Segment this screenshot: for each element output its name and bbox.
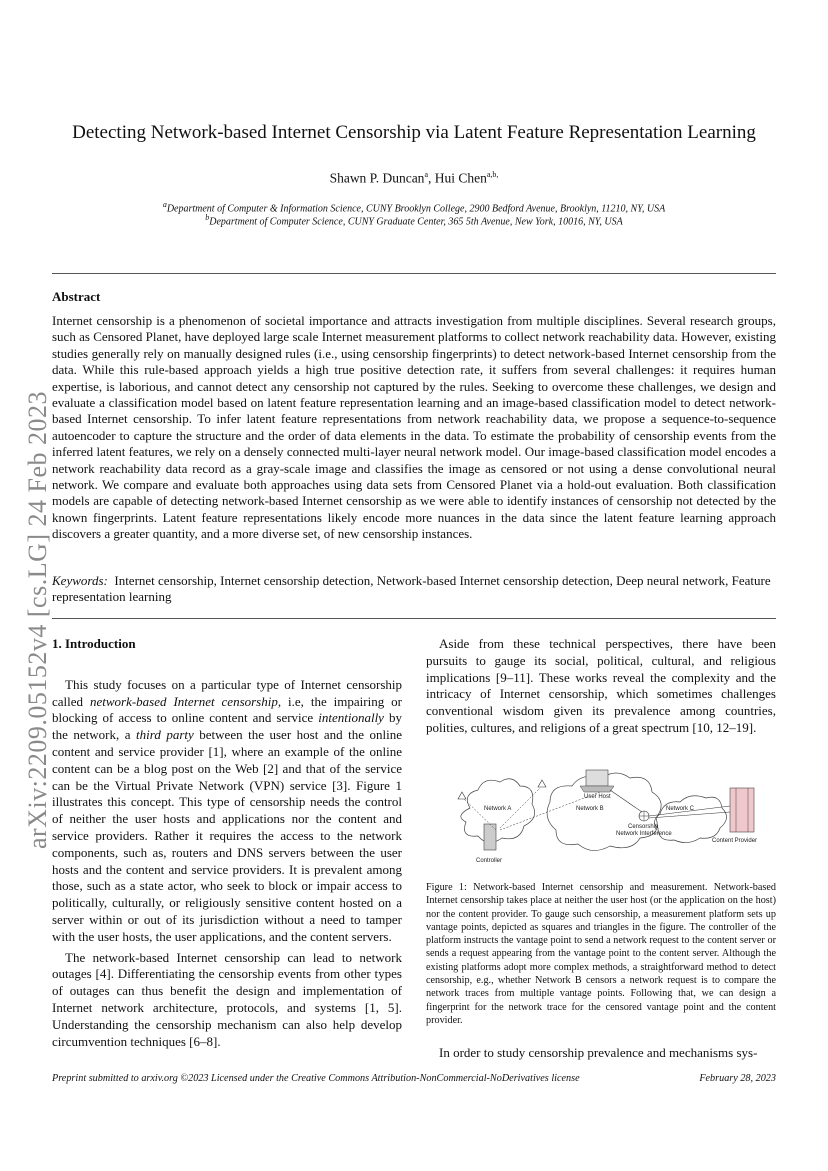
footer-license: Preprint submitted to arxiv.org ©2023 Licensed under the Creative Commons Attribution-NonCommercial-NoDerivatives license — [52, 1073, 580, 1084]
abstract-heading: Abstract — [52, 289, 101, 304]
affil-text: Department of Computer Science, CUNY Graduate Center, 365 5th Avenue, New York, 10016, NY, USA — [209, 216, 623, 228]
controller-label: Controller — [476, 858, 503, 864]
author-affil-mark: a — [424, 170, 428, 179]
network-b-label: Network B — [576, 806, 604, 812]
vantage-point-triangle — [538, 780, 546, 787]
user-host-icon — [586, 770, 608, 786]
interference-label: Network Interference — [616, 831, 672, 837]
affiliation-b — [40, 213, 788, 227]
arxiv-identifier-text: arXiv:2209.05152v4 [cs.LG] 24 Feb 2023 — [23, 390, 52, 850]
divider — [52, 618, 776, 619]
paper-title: Detecting Network-based Internet Censorship via Latent Feature Representation Learning — [72, 122, 756, 143]
user-host-label: User Host — [584, 794, 611, 800]
author-name: Shawn P. Duncan — [329, 170, 425, 186]
content-provider-icon — [730, 788, 754, 832]
censorship-label: Censorship — [628, 824, 659, 830]
keywords-text: Internet censorship, Internet censorship detection, Network-based Internet censorship detection, Deep neural network, Feature representation learning — [52, 573, 771, 605]
section-heading: 1. Introduction — [52, 636, 136, 651]
left-column — [52, 636, 402, 1054]
author-name: Hui Chen — [434, 170, 487, 186]
right-column — [426, 636, 776, 741]
affil-text: Department of Computer & Information Science, CUNY Brooklyn College, 2900 Bedford Avenue, Brooklyn, 11210, NY, USA — [166, 203, 666, 215]
paragraph: Aside from these technical perspectives, there have been pursuits to gauge its social, political, cultural, and religious implications [9–11]. These works reveal the complexity and the intricacy of Internet censorship, which sometimes challenges conventional wisdom given its prevalence among countries, polities, cultures, and religions of a great spectrum [10, 12–19]. — [426, 636, 776, 735]
figure-1-diagram — [440, 768, 770, 870]
footer-date: February 28, 2023 — [699, 1073, 776, 1084]
vantage-point-triangle — [458, 792, 466, 799]
author-affil-mark: a,b, — [486, 170, 499, 179]
keywords-label: Keywords: — [52, 573, 108, 588]
author-list: Shawn P. Duncan$^a$, Hui Chen$^{a,b,}$ — [329, 170, 499, 186]
divider — [52, 273, 776, 274]
paragraph: In order to study censorship prevalence and mechanisms sys- — [439, 1045, 758, 1060]
figure-1-caption: Figure 1: Network-based Internet censorship and measurement. Network-based Internet censorship takes place at neither the user host (or the application on the host) nor the content provider. To gauge such censorship, a measurement platform sets up vantage points, depicted as squares and triangles in the figure. The controller of the platform instructs the vantage point to send a network request to the content server or sends a request appearing from the vantage point to the content server. Although the existing platforms adopt more complex methods, a straightforward method to detect censorship, e.g., whether Network B censors a network request is to compare the network traces from multiple vantage points. Following that, we can design a fingerprint for the network trace for the censored vantage point and the content provider. — [426, 882, 776, 1026]
page-footer — [52, 1073, 776, 1084]
network-c-label: Network C — [666, 806, 695, 812]
paragraph: This study focuses on a particular type of Internet censorship called network-based Internet censorship, i.e, the impairing or blocking of access to online content and service intentionally by the network, a third party between the user host and the online content and service provider [1], where an example of the online content can be a blog post on the Web [2] and that of the service can be the Virtual Private Network (VPN) service [3]. Figure 1 illustrates this concept. This type of censorship needs the control of neither the user hosts and applications nor the content and service providers. Rather it requires the access to the network components, such as, routers and DNS servers between the user hosts and the content and service providers. It is prevalent among those, such as a state actor, who seek to block or impair access to politically, culturally, or religiously sensitive content hosted on a server within or out of its jurisdiction without a need to tamper with the user hosts, the user applications, and the content servers. — [52, 676, 402, 944]
content-provider-label: Content Provider — [712, 838, 758, 844]
affil-mark: b — [205, 213, 210, 222]
controller-icon — [484, 824, 496, 850]
paragraph: The network-based Internet censorship can lead to network outages [4]. Differentiating the censorship events from other types of outages can thus benefit the design and implementation of Internet network architecture, protocols, and systems [1, 5]. Understanding the censorship mechanism can also help develop circumvention techniques [6–8]. — [52, 949, 402, 1049]
abstract-text: Internet censorship is a phenomenon of societal importance and attracts investigation from multiple disciplines. Several research groups, such as Censored Planet, have deployed large scale Internet measurement platforms to collect network reachability data. However, existing studies generally rely on manually designed rules (i.e., using censorship fingerprints) to detect network-based Internet censorship from the data. While this rule-based approach yields a high true positive detection rate, it suffers from several challenges: it requires human expertise, is laborious, and cannot detect any censorship not captured by the rules. Seeking to overcome these challenges, we design and evaluate a classification model based on latent feature representation learning and an image-based classification model to detect network-based Internet censorship. To infer latent feature representations from network reachability data, we propose a sequence-to-sequence autoencoder to capture the structure and the order of data elements in the data. To estimate the probability of censorship events from the inferred latent features, we rely on a densely connected multi-layer neural network model. Our image-based classification model encodes a network reachability data record as a gray-scale image and classifies the image as censored or not using a dense convolutional neural network. We compare and evaluate both approaches using data sets from Censored Planet via a hold-out evaluation. Both classification models are capable of detecting network-based Internet censorship as we were able to identify instances of censorship not detected by the known fingerprints. Latent feature representations likely encode more nuances in the data since the latent feature learning approach discovers a greater quantity, and a more diverse set, of new censorship instances. — [52, 313, 776, 542]
affil-mark: a — [162, 200, 167, 209]
keywords — [52, 573, 776, 606]
network-a-label: Network A — [484, 806, 512, 812]
